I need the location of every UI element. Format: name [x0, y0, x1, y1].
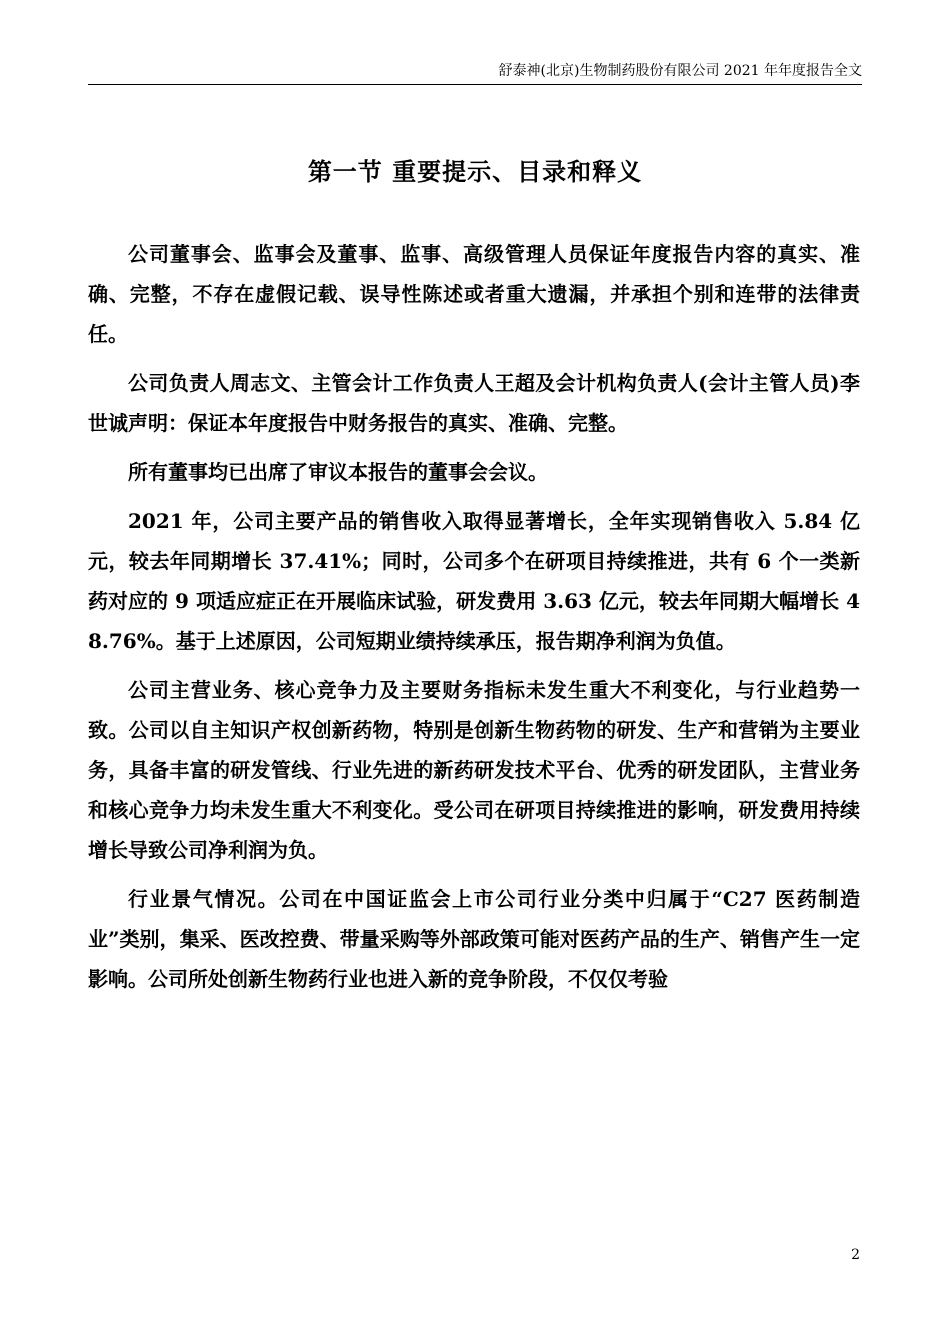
paragraph-financial-summary: 2021 年，公司主要产品的销售收入取得显著增长，全年实现销售收入 5.84 亿元，较去年同期增长 37.41%；同时，公司多个在研项目持续推进，共有 6 个一类新药对应的 9 项适应症正在开展临床试验，研发费用 3.63 亿元，较去年同期大幅增长 48.76%。基于上述原因，公司短期业绩持续承压，报告期净利润为负值。	[88, 509, 860, 653]
running-header: 舒泰神(北京)生物制药股份有限公司 2021 年年度报告全文	[88, 62, 862, 85]
paragraph-officer-declaration: 公司负责人周志文、主管会计工作负责人王超及会计机构负责人(会计主管人员)李世诚声明：保证本年度报告中财务报告的真实、准确、完整。	[88, 371, 860, 435]
paragraph-board-attendance: 所有董事均已出席了审议本报告的董事会会议。	[128, 460, 548, 484]
paragraph-responsibility-statement: 公司董事会、监事会及董事、监事、高级管理人员保证年度报告内容的真实、准确、完整，不存在虚假记载、误导性陈述或者重大遗漏，并承担个别和连带的法律责任。	[88, 242, 860, 346]
body-text	[88, 234, 860, 1008]
paragraph-core-business: 公司主营业务、核心竞争力及主要财务指标未发生重大不利变化，与行业趋势一致。公司以自主知识产权创新药物，特别是创新生物药物的研发、生产和营销为主要业务，具备丰富的研发管线、行业先进的新药研发技术平台、优秀的研发团队，主营业务和核心竞争力均未发生重大不利变化。受公司在研项目持续推进的影响，研发费用持续增长导致公司净利润为负。	[88, 678, 860, 862]
page-number: 2	[851, 1247, 860, 1263]
paragraph-industry-outlook: 行业景气情况。公司在中国证监会上市公司行业分类中归属于“C27 医药制造业”类别，集采、医改控费、带量采购等外部政策可能对医药产品的生产、销售产生一定影响。公司所处创新生物药行业也进入新的竞争阶段，不仅仅考验	[88, 887, 860, 991]
section-title: 第一节 重要提示、目录和释义	[307, 157, 643, 186]
